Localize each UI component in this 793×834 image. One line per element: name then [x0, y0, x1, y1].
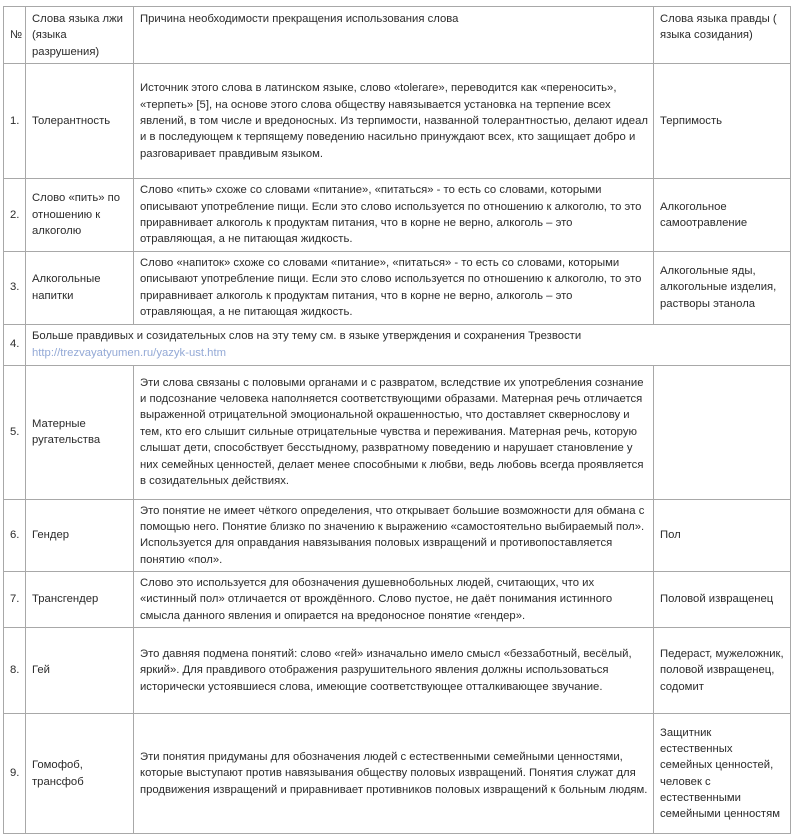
- lie-word: Трансгендер: [26, 572, 134, 628]
- truth-word: Терпимость: [654, 64, 791, 179]
- row-number: 3.: [4, 251, 26, 324]
- note-cell: [26, 324, 791, 365]
- truth-word: Защитник естественных семейных ценностей, человек с естественными семейными ценностям: [654, 714, 791, 834]
- reason-text: Эти понятия придуманы для обозначения людей с естественными семейными ценностями, которые выступают против навязывания обществу половых извращений. Понятия служат для продвижения извращений и приравнивает противников половых извращений к больным людям.: [134, 714, 654, 834]
- lie-word: Слово «пить» по отношению к алкоголю: [26, 179, 134, 252]
- lie-word: Матерные ругательства: [26, 365, 134, 499]
- row-number: 1.: [4, 64, 26, 179]
- note-text: Больше правдивых и созидательных слов на эту тему см. в языке утверждения и сохранения Трезвости: [32, 329, 582, 342]
- truth-word: Алкогольные яды, алкогольные изделия, растворы этанола: [654, 251, 791, 324]
- reason-text: Слово это используется для обозначения душевнобольных людей, считающих, что их «истинный пол» отличается от врождённого. Слово пустое, не даёт понимания истинного смысла данного явления и опирается на вредоносное понятие «гендер».: [134, 572, 654, 628]
- table-row: [4, 251, 791, 324]
- row-number: 5.: [4, 365, 26, 499]
- lie-word: Алкогольные напитки: [26, 251, 134, 324]
- row-number: 7.: [4, 572, 26, 628]
- row-number: 4.: [4, 324, 26, 365]
- table-body: [4, 64, 791, 834]
- column-header-lie-words: Слова языка лжи (языка разрушения): [26, 7, 134, 64]
- truth-word: [654, 365, 791, 499]
- reason-text: Эти слова связаны с половыми органами и с развратом, вследствие их употребления сознание и подсознание человека наполняется соответствующими образами. Матерная речь отличается выраженной отрицательной эмоциональной окрашенностью, что доставляет сквернослову и тем, кто его слышит сильные отрицательные чувства и переживания. Матерная речь, которую слышат дети, способствует бесстыдному, развратному поведению и нарушает становление у них семейных ценностей, делает менее способными к любви, ведь любовь всегда проявляется в созидательных действиях.: [134, 365, 654, 499]
- table-row: [4, 64, 791, 179]
- table-row: [4, 365, 791, 499]
- lie-word: Толерантность: [26, 64, 134, 179]
- row-number: 2.: [4, 179, 26, 252]
- row-number: 6.: [4, 499, 26, 572]
- truth-word: Половой извращенец: [654, 572, 791, 628]
- trezvaya-tyumen-link[interactable]: http://trezvayatyumen.ru/yazyk-ust.htm: [32, 346, 226, 359]
- reason-text: Это понятие не имеет чёткого определения, что открывает большие возможности для обмана с помощью него. Понятие близко по значению к выражению «самостоятельно выбираемый пол». Используется для оправдания навязывания половых извращений и противопоставляется понятию «пол».: [134, 499, 654, 572]
- table-header: [4, 7, 791, 64]
- column-header-truth-words: Слова языка правды ( языка созидания): [654, 7, 791, 64]
- language-words-table: [3, 6, 791, 834]
- truth-word: Алкогольное самоотравление: [654, 179, 791, 252]
- table-header-row: [4, 7, 791, 64]
- column-header-number: №: [4, 7, 26, 64]
- table-row-note: [4, 324, 791, 365]
- reason-text: Источник этого слова в латинском языке, слово «tolerare», переводится как «переносить», «терпеть» [5], на основе этого слова обществу навязывается установка на терпение всех явлений, в том числе и вредоносных. Из терпимости, названной толерантностью, делают идеал и в последующем к терпящему поведению насильно принуждают всех, кто защищает добро и разговаривает правдивым языком.: [134, 64, 654, 179]
- reason-text: Это давняя подмена понятий: слово «гей» изначально имело смысл «беззаботный, весёлый, яркий». Для правдивого отображения разрушительного явления должны использоваться исторически устоявшиеся слова, имеющие соответствующее отталкивающее звучание.: [134, 628, 654, 714]
- table-row: [4, 572, 791, 628]
- table-row: [4, 714, 791, 834]
- reason-text: Слово «пить» схоже со словами «питание», «питаться» - то есть со словами, которыми описывают употребление пищи. Если это слово используется по отношению к алкоголю, то это приравнивает алкоголь к продуктам питания, что в корне не верно, алкоголь – это отравляющая, а не питающая жидкость.: [134, 179, 654, 252]
- lie-word: Гей: [26, 628, 134, 714]
- row-number: 9.: [4, 714, 26, 834]
- table-row: [4, 499, 791, 572]
- lie-word: Гендер: [26, 499, 134, 572]
- column-header-reason: Причина необходимости прекращения использования слова: [134, 7, 654, 64]
- table-row: [4, 179, 791, 252]
- reason-text: Слово «напиток» схоже со словами «питание», «питаться» - то есть со словами, которыми описывают употребление пищи. Если это слово используется по отношению к алкоголю, то это приравнивает алкоголь к продуктам питания, что в корне не верно, алкоголь – это отравляющая, а не питающая жидкость.: [134, 251, 654, 324]
- lie-word: Гомофоб, трансфоб: [26, 714, 134, 834]
- row-number: 8.: [4, 628, 26, 714]
- truth-word: Педераст, мужеложник, половой извращенец, содомит: [654, 628, 791, 714]
- table-row: [4, 628, 791, 714]
- truth-word: Пол: [654, 499, 791, 572]
